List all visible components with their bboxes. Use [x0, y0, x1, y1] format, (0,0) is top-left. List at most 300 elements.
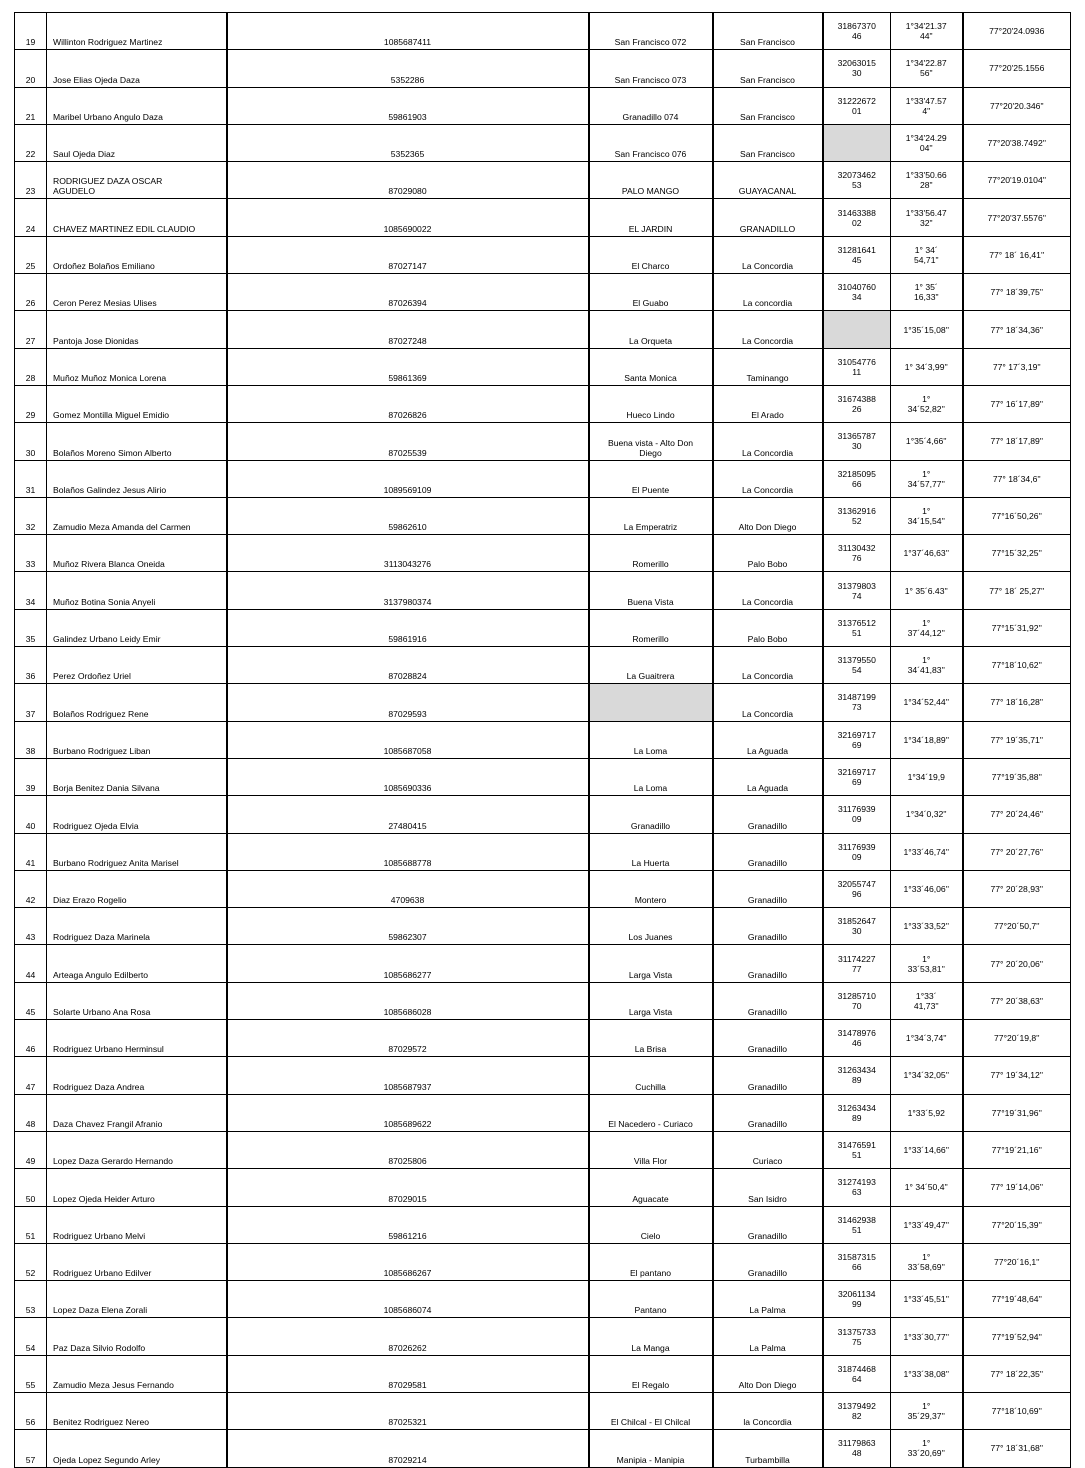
municipality-cell: La Concordia: [713, 423, 823, 460]
municipality-cell: Granadillo: [713, 1206, 823, 1243]
person-name-cell: RODRIGUEZ DAZA OSCAR AGUDELO: [47, 162, 227, 199]
vereda-name-cell: Larga Vista: [589, 945, 713, 982]
phone-number-cell: 32073462 53: [823, 162, 891, 199]
phone-number-cell: 31379803 74: [823, 572, 891, 609]
person-name-cell: Bolaños Galindez Jesus Alirio: [47, 460, 227, 497]
latitude-cell: 1°33'50.66 28": [891, 162, 963, 199]
phone-number-cell: [823, 124, 891, 161]
person-name-cell: Rodriguez Daza Andrea: [47, 1057, 227, 1094]
phone-number-cell: 31263434 89: [823, 1094, 891, 1131]
person-name-cell: Paz Daza Silvio Rodolfo: [47, 1318, 227, 1355]
id-document-cell: 5352286: [227, 50, 589, 87]
table-row: [15, 721, 1071, 758]
vereda-name-cell: San Francisco 073: [589, 50, 713, 87]
id-document-cell: 87029080: [227, 162, 589, 199]
person-name-cell: CHAVEZ MARTINEZ EDIL CLAUDIO: [47, 199, 227, 236]
table-row: [15, 460, 1071, 497]
phone-number-cell: 31379492 82: [823, 1392, 891, 1429]
row-number-cell: 50: [15, 1169, 47, 1206]
longitude-cell: 77°20´16,1'': [963, 1243, 1071, 1280]
row-number-cell: 54: [15, 1318, 47, 1355]
longitude-cell: 77°19´52,94'': [963, 1318, 1071, 1355]
row-number-cell: 44: [15, 945, 47, 982]
person-name-cell: Diaz Erazo Rogelio: [47, 870, 227, 907]
person-name-cell: Burbano Rodriguez Liban: [47, 721, 227, 758]
longitude-cell: 77° 17´3,19'': [963, 348, 1071, 385]
longitude-cell: 77°19´35,88'': [963, 758, 1071, 795]
latitude-cell: 1° 33´58,69'': [891, 1243, 963, 1280]
longitude-cell: 77°20'20.346": [963, 87, 1071, 124]
phone-number-cell: 31874468 64: [823, 1355, 891, 1392]
longitude-cell: 77°20'25.1556: [963, 50, 1071, 87]
id-document-cell: 87029581: [227, 1355, 589, 1392]
beneficiary-table: [14, 12, 1071, 1468]
person-name-cell: Arteaga Angulo Edilberto: [47, 945, 227, 982]
id-document-cell: 87025321: [227, 1392, 589, 1429]
latitude-cell: 1° 37´44,12'': [891, 609, 963, 646]
latitude-cell: 1°34´3,74'': [891, 1020, 963, 1057]
person-name-cell: Benitez Rodriguez Nereo: [47, 1392, 227, 1429]
longitude-cell: 77°15´32,25'': [963, 535, 1071, 572]
phone-number-cell: 31054776 11: [823, 348, 891, 385]
id-document-cell: 5352365: [227, 124, 589, 161]
municipality-cell: Granadillo: [713, 908, 823, 945]
longitude-cell: 77°20'38.7492'': [963, 124, 1071, 161]
row-number-cell: 39: [15, 758, 47, 795]
phone-number-cell: 32169717 69: [823, 758, 891, 795]
vereda-name-cell: Granadillo: [589, 796, 713, 833]
table-row: [15, 572, 1071, 609]
phone-number-cell: 31476591 51: [823, 1131, 891, 1168]
municipality-cell: Alto Don Diego: [713, 1355, 823, 1392]
municipality-cell: GRANADILLO: [713, 199, 823, 236]
id-document-cell: 4709638: [227, 870, 589, 907]
phone-number-cell: 31222672 01: [823, 87, 891, 124]
id-document-cell: 87027147: [227, 236, 589, 273]
person-name-cell: Rodriguez Urbano Edilver: [47, 1243, 227, 1280]
longitude-cell: 77° 18´ 16,41'': [963, 236, 1071, 273]
vereda-name-cell: Montero: [589, 870, 713, 907]
vereda-name-cell: El pantano: [589, 1243, 713, 1280]
municipality-cell: San Francisco: [713, 124, 823, 161]
row-number-cell: 57: [15, 1430, 47, 1467]
row-number-cell: 23: [15, 162, 47, 199]
longitude-cell: 77° 20´20,06'': [963, 945, 1071, 982]
municipality-cell: Turbambilla: [713, 1430, 823, 1467]
table-row: [15, 1243, 1071, 1280]
municipality-cell: La Concordia: [713, 311, 823, 348]
longitude-cell: 77° 18´17,89'': [963, 423, 1071, 460]
latitude-cell: 1°34'24.29 04'': [891, 124, 963, 161]
person-name-cell: Rodriguez Urbano Melvi: [47, 1206, 227, 1243]
vereda-name-cell: La Loma: [589, 758, 713, 795]
vereda-name-cell: El Puente: [589, 460, 713, 497]
latitude-cell: 1°33´46,06'': [891, 870, 963, 907]
id-document-cell: 87029214: [227, 1430, 589, 1467]
longitude-cell: 77° 20´28,93'': [963, 870, 1071, 907]
phone-number-cell: 31587315 66: [823, 1243, 891, 1280]
id-document-cell: 1085686028: [227, 982, 589, 1019]
latitude-cell: 1°33'56.47 32": [891, 199, 963, 236]
municipality-cell: Curiaco: [713, 1131, 823, 1168]
id-document-cell: 59861369: [227, 348, 589, 385]
table-row: [15, 1430, 1071, 1467]
person-name-cell: Saul Ojeda Diaz: [47, 124, 227, 161]
municipality-cell: La Concordia: [713, 460, 823, 497]
longitude-cell: 77° 18´39,75'': [963, 274, 1071, 311]
longitude-cell: 77°18´10,69'': [963, 1392, 1071, 1429]
phone-number-cell: 31478976 46: [823, 1020, 891, 1057]
id-document-cell: 1085686074: [227, 1281, 589, 1318]
latitude-cell: 1°33´14,66'': [891, 1131, 963, 1168]
vereda-name-cell: Santa Monica: [589, 348, 713, 385]
municipality-cell: Granadillo: [713, 945, 823, 982]
person-name-cell: Gomez Montilla Miguel Emidio: [47, 385, 227, 422]
vereda-name-cell: Aguacate: [589, 1169, 713, 1206]
id-document-cell: 1085690336: [227, 758, 589, 795]
vereda-name-cell: La Emperatriz: [589, 497, 713, 534]
person-name-cell: Jose Elias Ojeda Daza: [47, 50, 227, 87]
vereda-name-cell: Pantano: [589, 1281, 713, 1318]
id-document-cell: 87026826: [227, 385, 589, 422]
municipality-cell: Granadillo: [713, 796, 823, 833]
phone-number-cell: 31040760 34: [823, 274, 891, 311]
municipality-cell: La Concordia: [713, 647, 823, 684]
vereda-name-cell: La Manga: [589, 1318, 713, 1355]
latitude-cell: 1°33´46,74'': [891, 833, 963, 870]
longitude-cell: 77° 18´ 25,27'': [963, 572, 1071, 609]
municipality-cell: Alto Don Diego: [713, 497, 823, 534]
row-number-cell: 27: [15, 311, 47, 348]
person-name-cell: Bolaños Rodriguez Rene: [47, 684, 227, 721]
phone-number-cell: 31263434 89: [823, 1057, 891, 1094]
id-document-cell: 1085686267: [227, 1243, 589, 1280]
municipality-cell: Granadillo: [713, 1094, 823, 1131]
person-name-cell: Lopez Daza Gerardo Hernando: [47, 1131, 227, 1168]
id-document-cell: 1085687937: [227, 1057, 589, 1094]
vereda-name-cell: Manipia - Manipia: [589, 1430, 713, 1467]
phone-number-cell: 31130432 76: [823, 535, 891, 572]
latitude-cell: 1° 33´20,69'': [891, 1430, 963, 1467]
longitude-cell: 77°20'24.0936: [963, 13, 1071, 50]
phone-number-cell: 31362916 52: [823, 497, 891, 534]
person-name-cell: Burbano Rodriguez Anita Marisel: [47, 833, 227, 870]
table-row: [15, 50, 1071, 87]
longitude-cell: 77° 18´31,68'': [963, 1430, 1071, 1467]
id-document-cell: 87029572: [227, 1020, 589, 1057]
id-document-cell: 1085687058: [227, 721, 589, 758]
latitude-cell: 1°34'21.37 44": [891, 13, 963, 50]
longitude-cell: 77°19´31,96'': [963, 1094, 1071, 1131]
row-number-cell: 48: [15, 1094, 47, 1131]
row-number-cell: 52: [15, 1243, 47, 1280]
table-row: [15, 1094, 1071, 1131]
table-row: [15, 982, 1071, 1019]
row-number-cell: 33: [15, 535, 47, 572]
table-row: [15, 1057, 1071, 1094]
row-number-cell: 28: [15, 348, 47, 385]
id-document-cell: 87026394: [227, 274, 589, 311]
vereda-name-cell: San Francisco 076: [589, 124, 713, 161]
row-number-cell: 43: [15, 908, 47, 945]
longitude-cell: 77° 18´34,36'': [963, 311, 1071, 348]
municipality-cell: Granadillo: [713, 1020, 823, 1057]
id-document-cell: 87026262: [227, 1318, 589, 1355]
phone-number-cell: 32055747 96: [823, 870, 891, 907]
latitude-cell: 1°34´52,44'': [891, 684, 963, 721]
person-name-cell: Willinton Rodriguez Martinez: [47, 13, 227, 50]
latitude-cell: 1° 35´ 16,33": [891, 274, 963, 311]
municipality-cell: GUAYACANAL: [713, 162, 823, 199]
row-number-cell: 38: [15, 721, 47, 758]
row-number-cell: 47: [15, 1057, 47, 1094]
row-number-cell: 24: [15, 199, 47, 236]
latitude-cell: 1°33´33,52'': [891, 908, 963, 945]
table-row: [15, 609, 1071, 646]
vereda-name-cell: El Guabo: [589, 274, 713, 311]
vereda-name-cell: Buena Vista: [589, 572, 713, 609]
row-number-cell: 41: [15, 833, 47, 870]
table-row: [15, 13, 1071, 50]
id-document-cell: 1085687411: [227, 13, 589, 50]
phone-number-cell: [823, 311, 891, 348]
table-row: [15, 1281, 1071, 1318]
row-number-cell: 21: [15, 87, 47, 124]
person-name-cell: Lopez Ojeda Heider Arturo: [47, 1169, 227, 1206]
latitude-cell: 1°34'22.87 56": [891, 50, 963, 87]
row-number-cell: 45: [15, 982, 47, 1019]
id-document-cell: 87029593: [227, 684, 589, 721]
latitude-cell: 1° 34´ 54,71": [891, 236, 963, 273]
phone-number-cell: 32169717 69: [823, 721, 891, 758]
table-row: [15, 833, 1071, 870]
row-number-cell: 56: [15, 1392, 47, 1429]
id-document-cell: 1089569109: [227, 460, 589, 497]
municipality-cell: Granadillo: [713, 1057, 823, 1094]
latitude-cell: 1°34´0,32'': [891, 796, 963, 833]
latitude-cell: 1°35´4,66'': [891, 423, 963, 460]
row-number-cell: 35: [15, 609, 47, 646]
table-row: [15, 647, 1071, 684]
person-name-cell: Rodriguez Daza Marinela: [47, 908, 227, 945]
id-document-cell: 3137980374: [227, 572, 589, 609]
vereda-name-cell: Larga Vista: [589, 982, 713, 1019]
table-row: [15, 758, 1071, 795]
id-document-cell: 3113043276: [227, 535, 589, 572]
table-row: [15, 348, 1071, 385]
municipality-cell: la Concordia: [713, 1392, 823, 1429]
latitude-cell: 1°34´32,05'': [891, 1057, 963, 1094]
table-row: [15, 274, 1071, 311]
phone-number-cell: 32063015 30: [823, 50, 891, 87]
latitude-cell: 1°33´30,77'': [891, 1318, 963, 1355]
id-document-cell: 87029015: [227, 1169, 589, 1206]
phone-number-cell: 31852647 30: [823, 908, 891, 945]
person-name-cell: Bolaños Moreno Simon Alberto: [47, 423, 227, 460]
row-number-cell: 31: [15, 460, 47, 497]
table-row: [15, 87, 1071, 124]
person-name-cell: Rodriguez Ojeda Elvia: [47, 796, 227, 833]
latitude-cell: 1°33´38,08'': [891, 1355, 963, 1392]
person-name-cell: Daza Chavez Frangil Afranio: [47, 1094, 227, 1131]
municipality-cell: San Francisco: [713, 87, 823, 124]
longitude-cell: 77°20´19,8'': [963, 1020, 1071, 1057]
row-number-cell: 51: [15, 1206, 47, 1243]
id-document-cell: 1085689622: [227, 1094, 589, 1131]
id-document-cell: 59862610: [227, 497, 589, 534]
vereda-name-cell: Hueco Lindo: [589, 385, 713, 422]
row-number-cell: 22: [15, 124, 47, 161]
longitude-cell: 77° 18´16,28'': [963, 684, 1071, 721]
vereda-name-cell: San Francisco 072: [589, 13, 713, 50]
table-row: [15, 124, 1071, 161]
row-number-cell: 55: [15, 1355, 47, 1392]
vereda-name-cell: Villa Flor: [589, 1131, 713, 1168]
row-number-cell: 34: [15, 572, 47, 609]
longitude-cell: 77° 19´34,12'': [963, 1057, 1071, 1094]
municipality-cell: La Aguada: [713, 721, 823, 758]
phone-number-cell: 31176939 09: [823, 833, 891, 870]
id-document-cell: 87028824: [227, 647, 589, 684]
phone-number-cell: 31176939 09: [823, 796, 891, 833]
longitude-cell: 77°20'37.5576'': [963, 199, 1071, 236]
id-document-cell: 87025806: [227, 1131, 589, 1168]
row-number-cell: 32: [15, 497, 47, 534]
phone-number-cell: 31487199 73: [823, 684, 891, 721]
row-number-cell: 26: [15, 274, 47, 311]
vereda-name-cell: EL JARDIN: [589, 199, 713, 236]
latitude-cell: 1°33´5,92: [891, 1094, 963, 1131]
row-number-cell: 40: [15, 796, 47, 833]
table-row: [15, 870, 1071, 907]
table-row: [15, 423, 1071, 460]
phone-number-cell: 31174227 77: [823, 945, 891, 982]
table-row: [15, 199, 1071, 236]
vereda-name-cell: El Chilcal - El Chilcal: [589, 1392, 713, 1429]
table-row: [15, 535, 1071, 572]
person-name-cell: Lopez Daza Elena Zorali: [47, 1281, 227, 1318]
phone-number-cell: 31281641 45: [823, 236, 891, 273]
latitude-cell: 1°37´46,63'': [891, 535, 963, 572]
row-number-cell: 36: [15, 647, 47, 684]
row-number-cell: 25: [15, 236, 47, 273]
latitude-cell: 1° 34´52,82'': [891, 385, 963, 422]
vereda-name-cell: [589, 684, 713, 721]
table-row: [15, 945, 1071, 982]
id-document-cell: 87027248: [227, 311, 589, 348]
id-document-cell: 1085686277: [227, 945, 589, 982]
person-name-cell: Solarte Urbano Ana Rosa: [47, 982, 227, 1019]
id-document-cell: 27480415: [227, 796, 589, 833]
latitude-cell: 1° 34´57,77'': [891, 460, 963, 497]
longitude-cell: 77° 20´38,63'': [963, 982, 1071, 1019]
vereda-name-cell: El Regalo: [589, 1355, 713, 1392]
person-name-cell: Pantoja Jose Dionidas: [47, 311, 227, 348]
phone-number-cell: 31379550 54: [823, 647, 891, 684]
row-number-cell: 53: [15, 1281, 47, 1318]
longitude-cell: 77°18´10,62'': [963, 647, 1071, 684]
table-row: [15, 1020, 1071, 1057]
municipality-cell: Palo Bobo: [713, 535, 823, 572]
person-name-cell: Rodriguez Urbano Herminsul: [47, 1020, 227, 1057]
person-name-cell: Muñoz Botina Sonia Anyeli: [47, 572, 227, 609]
municipality-cell: La Concordia: [713, 572, 823, 609]
latitude-cell: 1° 33´53,81'': [891, 945, 963, 982]
municipality-cell: Granadillo: [713, 833, 823, 870]
municipality-cell: La Concordia: [713, 236, 823, 273]
vereda-name-cell: Buena vista - Alto Don Diego: [589, 423, 713, 460]
id-document-cell: 59861216: [227, 1206, 589, 1243]
latitude-cell: 1°33'47.57 4": [891, 87, 963, 124]
phone-number-cell: 31867370 46: [823, 13, 891, 50]
longitude-cell: 77° 19´14,06'': [963, 1169, 1071, 1206]
phone-number-cell: 31179863 48: [823, 1430, 891, 1467]
latitude-cell: 1°33´45,51'': [891, 1281, 963, 1318]
table-body: [15, 13, 1071, 1468]
row-number-cell: 30: [15, 423, 47, 460]
latitude-cell: 1°33´49,47'': [891, 1206, 963, 1243]
table-row: [15, 497, 1071, 534]
row-number-cell: 46: [15, 1020, 47, 1057]
vereda-name-cell: Granadillo 074: [589, 87, 713, 124]
table-row: [15, 1392, 1071, 1429]
id-document-cell: 59862307: [227, 908, 589, 945]
table-row: [15, 236, 1071, 273]
id-document-cell: 87025539: [227, 423, 589, 460]
table-row: [15, 796, 1071, 833]
latitude-cell: 1°34´18,89'': [891, 721, 963, 758]
vereda-name-cell: La Orqueta: [589, 311, 713, 348]
person-name-cell: Galindez Urbano Leidy Emir: [47, 609, 227, 646]
table-row: [15, 1355, 1071, 1392]
vereda-name-cell: Cuchilla: [589, 1057, 713, 1094]
latitude-cell: 1° 35´6.43'': [891, 572, 963, 609]
municipality-cell: Taminango: [713, 348, 823, 385]
person-name-cell: Muñoz Rivera Blanca Oneida: [47, 535, 227, 572]
vereda-name-cell: La Guaitrera: [589, 647, 713, 684]
longitude-cell: 77°20'19.0104'': [963, 162, 1071, 199]
beneficiary-table-page: [14, 12, 1070, 1468]
phone-number-cell: 31375733 75: [823, 1318, 891, 1355]
phone-number-cell: 32185095 66: [823, 460, 891, 497]
person-name-cell: Ojeda Lopez Segundo Arley: [47, 1430, 227, 1467]
municipality-cell: Palo Bobo: [713, 609, 823, 646]
phone-number-cell: 31365787 30: [823, 423, 891, 460]
table-row: [15, 1206, 1071, 1243]
latitude-cell: 1° 34´15,54'': [891, 497, 963, 534]
vereda-name-cell: Los Juanes: [589, 908, 713, 945]
longitude-cell: 77° 19´35,71'': [963, 721, 1071, 758]
table-row: [15, 162, 1071, 199]
latitude-cell: 1° 34´3,99'': [891, 348, 963, 385]
vereda-name-cell: PALO MANGO: [589, 162, 713, 199]
municipality-cell: San Francisco: [713, 50, 823, 87]
person-name-cell: Zamudio Meza Jesus Fernando: [47, 1355, 227, 1392]
vereda-name-cell: El Charco: [589, 236, 713, 273]
person-name-cell: Borja Benitez Dania Silvana: [47, 758, 227, 795]
vereda-name-cell: Cielo: [589, 1206, 713, 1243]
municipality-cell: El Arado: [713, 385, 823, 422]
latitude-cell: 1° 34´50,4'': [891, 1169, 963, 1206]
latitude-cell: 1°33´ 41,73'': [891, 982, 963, 1019]
municipality-cell: La Palma: [713, 1318, 823, 1355]
table-row: [15, 908, 1071, 945]
table-row: [15, 684, 1071, 721]
longitude-cell: 77°19´21,16'': [963, 1131, 1071, 1168]
vereda-name-cell: La Huerta: [589, 833, 713, 870]
vereda-name-cell: La Brisa: [589, 1020, 713, 1057]
longitude-cell: 77°16´50,26'': [963, 497, 1071, 534]
